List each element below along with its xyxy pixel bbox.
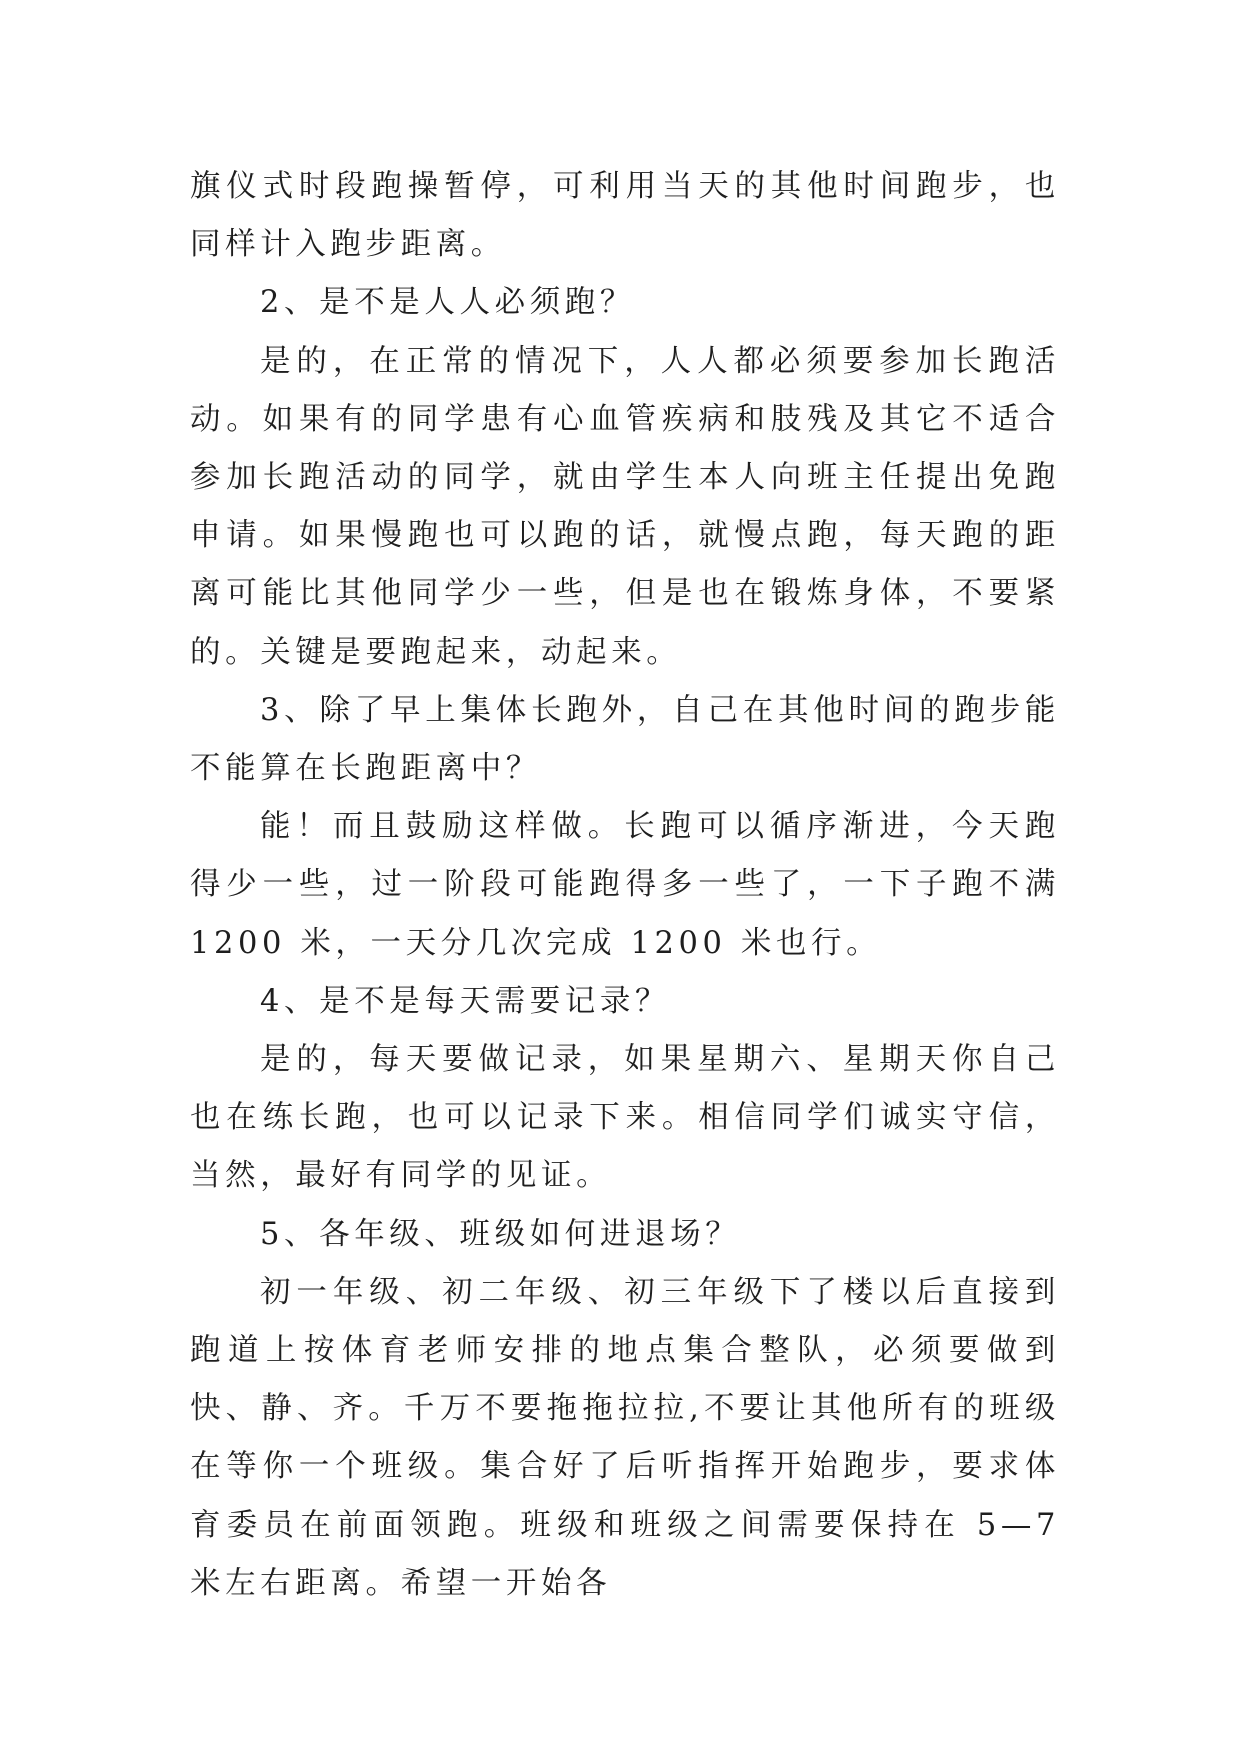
document-body xyxy=(190,158,1060,1613)
question-5-heading: 5、各年级、班级如何进退场？ xyxy=(260,1216,741,1252)
answer-3-paragraph: 能！而且鼓励这样做。长跑可以循序渐进，今天跑得少一些，过一阶段可能跑得多一些了，一下子跑不满 1200 米，一天分几次完成 1200 米也行。 xyxy=(190,809,1060,961)
question-3-heading: 3、除了早上集体长跑外，自己在其他时间的跑步能不能算在长跑距离中？ xyxy=(190,692,1060,787)
question-2-heading: 2、是不是人人必须跑？ xyxy=(260,285,636,321)
answer-5-paragraph: 初一年级、初二年级、初三年级下了楼以后直接到跑道上按体育老师安排的地点集合整队，必须要做到快、静、齐。千万不要拖拖拉拉,不要让其他所有的班级在等你一个班级。集合好了后听指挥开始跑步，要求体育委员在前面领跑。班级和班级之间需要保持在 5—7 米左右距离。希望一开始各 xyxy=(190,1274,1060,1601)
question-4-heading: 4、是不是每天需要记录？ xyxy=(260,983,671,1019)
paragraph-1: 旗仪式时段跑操暂停，可利用当天的其他时间跑步，也同样计入跑步距离。 xyxy=(190,169,1060,263)
answer-4-paragraph: 是的，每天要做记录，如果星期六、星期天你自己也在练长跑，也可以记录下来。相信同学们诚实守信，当然，最好有同学的见证。 xyxy=(190,1042,1060,1194)
answer-2-paragraph: 是的，在正常的情况下，人人都必须要参加长跑活动。如果有的同学患有心血管疾病和肢残及其它不适合参加长跑活动的同学，就由学生本人向班主任提出免跑申请。如果慢跑也可以跑的话，就慢点跑，每天跑的距离可能比其他同学少一些，但是也在锻炼身体，不要紧的。关键是要跑起来，动起来。 xyxy=(190,343,1060,670)
